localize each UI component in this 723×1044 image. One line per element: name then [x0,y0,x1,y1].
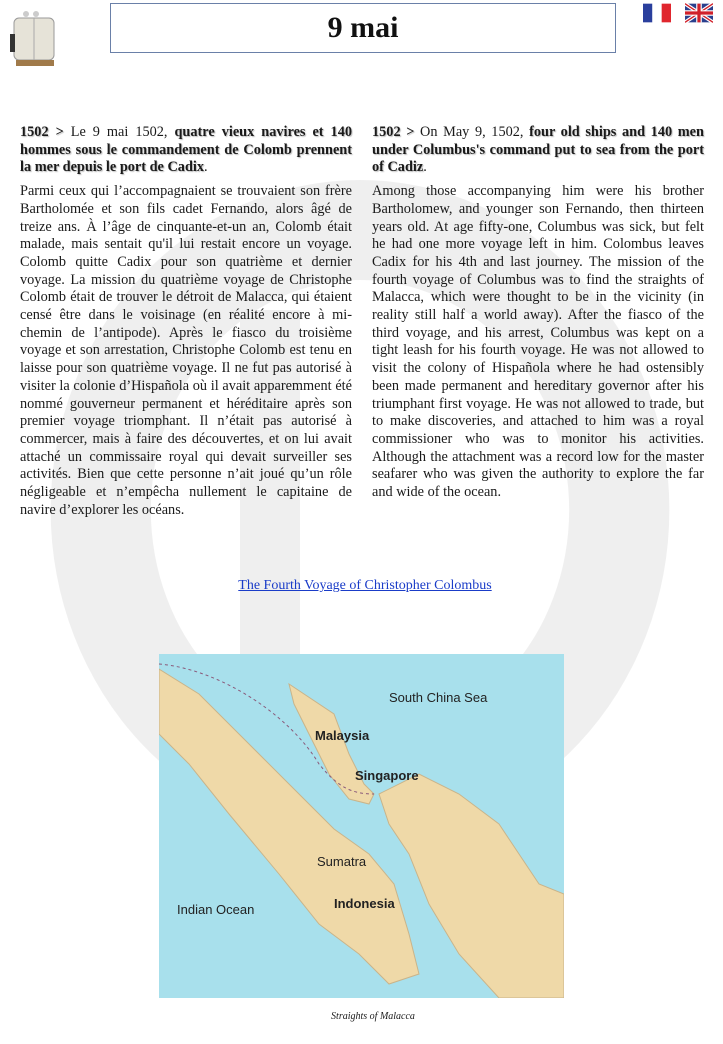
french-column [20,124,352,525]
lead-text: Le 9 mai 1502, [63,124,175,140]
english-column [372,124,704,508]
english-flag-icon[interactable] [685,3,713,23]
french-body: Parmi ceux qui l’accompagnaient se trouvaient son frère Bartholomée et son fils cadet Fernando, alors âgé de treize ans. À l’âge de cinquante-et-un an, Colomb était malade, mais sentait qu'il lui restait encore un voyage. Colomb quitte Cadix pour son quatrième et dernier voyage. La mission du quatrième voyage de Christophe Colomb était de trouver le détroit de Malacca, qui étaient censé être dans le voisinage (en réalité encore à mi-chemin de l’antipode). Après le fiasco du troisième voyage et son arrestation, Christophe Colomb est tenu en laisse pour son quatrième voyage. Il ne fut pas autorisé à visiter la colonie d’Hispañola où il avait apparemment été nommé gouverneur permanent et héréditaire après son premier voyage triomphant. Il n’était pas autorisé à commercer, mais à faire des découvertes, et on lui avait attaché un commissaire royal qui devait surveiller ses activités. Bien que cette personne n’ait joué qu’un rôle négligeable et n’empêcha nullement le capitaine de navire d’explorer les océans. [20,183,352,518]
page-title: 9 mai [327,11,399,44]
fourth-voyage-link[interactable]: The Fourth Voyage of Christopher Colombus [238,578,492,593]
title-box [110,3,616,53]
logo-machine-icon [6,6,66,72]
map-caption: Straights of Malacca [331,1011,415,1022]
label-sumatra: Sumatra [317,854,367,869]
lead-text: On May 9, 1502, [414,124,530,140]
year-label: 1502 > [20,124,64,140]
label-indian-ocean: Indian Ocean [177,902,255,917]
lead-bold-text: four old ships and 140 men under Columbus's command put to sea from the port of Cadiz [372,124,704,176]
label-south-china-sea: South China Sea [389,690,488,705]
strait-of-malacca-map [159,654,564,998]
lead-bold-text: quatre vieux navires et 140 hommes sous le commandement de Colomb prennent la mer depuis le port de Cadix [20,124,352,176]
english-body: Among those accompanying him were his brother Bartholomew, and younger son Fernando, then thirteen years old. At age fifty-one, Columbus was sick, but felt he had one more voyage left in him. Colombus leaves Cadix for his 4th and last journey. The mission of the fourth voyage of Columbus was to find the straights of Malacca, which were thought to be in the vicinity (in reality still half a world away). After the fiasco of the third voyage, and his arrest, Columbus was kept on a tight leash for his fourth voyage. He was not allowed to visit the colony of Hispañola where he had ostensibly been made permanent and hereditary governor after his triumphant first voyage. He was not allowed to trade, but to make discoveries, and attached to him was a royal commissioner who was to monitor his activities. Although the attachment was a record low for the master seafarer who was given the authority to explore the far and wide of the ocean. [372,183,704,501]
year-label: 1502 > [372,124,415,140]
label-singapore: Singapore [355,768,419,783]
english-lead [372,124,704,177]
lead-end: . [423,159,427,176]
label-malaysia: Malaysia [315,728,370,743]
lead-end: . [204,159,208,176]
label-indonesia: Indonesia [334,896,395,911]
french-flag-icon[interactable] [643,3,671,23]
french-lead [20,124,352,177]
